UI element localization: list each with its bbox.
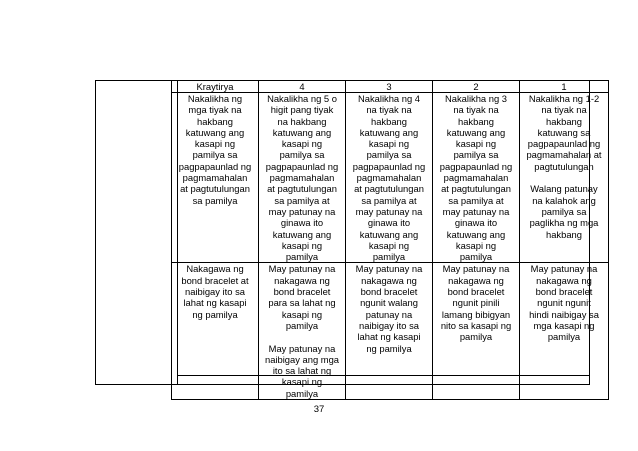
cell-text-line: at pagtutulungan	[354, 183, 424, 195]
cell-text-line: Nakalikha ng 4	[357, 93, 421, 104]
cell-text-line: nito sa kasapi ng	[440, 319, 512, 331]
cell-text-line: kasapi ng	[281, 138, 323, 150]
cell-text-line: pamilya sa	[192, 149, 238, 161]
cell-text-line: hakbang	[546, 115, 582, 127]
cell-text-line: hakbang	[546, 228, 582, 240]
cell-text-line: pagpapaunlad ng	[265, 160, 339, 172]
cell-text-line: hakbang	[197, 115, 233, 127]
cell-text-line: may patunay na	[355, 205, 423, 217]
cell-text-line: May patunay na	[268, 263, 336, 275]
cell-text-line: pagmamahalan	[182, 172, 248, 184]
cell-text-line: katuwang ang	[185, 126, 245, 138]
cell-text-line: lahat ng kasapi	[183, 297, 247, 309]
cell-text-line: May patunay na	[268, 342, 336, 354]
header-score-4: 4	[259, 81, 346, 93]
cell-text-line: pagpapaunlad ng	[439, 160, 513, 172]
cell-text-line: ginawa ito	[280, 217, 324, 229]
cell-text-line: ng pamilya	[192, 308, 238, 320]
cell-text-line: katuwang sa	[537, 126, 591, 138]
cell-text-line: pagmamahalan	[356, 172, 422, 184]
cell-text-line: kasapi ng	[455, 138, 497, 150]
cell-text-line: ginawa ito	[367, 217, 411, 229]
cell-text-line: kasapi ng	[368, 138, 410, 150]
cell-text-line: kasapi ng	[194, 138, 236, 150]
cell-text-line: pamilya sa	[541, 205, 587, 217]
cell-text-line: naibigay ito sa	[359, 319, 419, 331]
cell-text-line: lahat ng kasapi	[357, 331, 421, 343]
cell-text-line: Nakalikha ng 5 o	[267, 93, 337, 104]
cell-text-line: sa pamilya at	[361, 194, 417, 206]
cell-text-line: katuwang ang	[272, 228, 332, 240]
cell-text-line: pamilya	[285, 251, 319, 263]
header-score-3: 3	[346, 81, 433, 93]
cell-text-line: hakbang	[371, 115, 407, 127]
cell-text-line: bond bracelet	[447, 286, 505, 298]
rubric-row	[172, 263, 609, 400]
rubric-cell-kraytirya	[172, 263, 259, 400]
cell-text-line: kasapi ng	[281, 308, 323, 320]
rubric-cell-kraytirya	[172, 93, 259, 263]
cell-text-line: May patunay na	[442, 263, 510, 275]
cell-spacer	[521, 172, 607, 183]
cell-text-line: naibigay ang mga	[264, 353, 339, 365]
cell-text-line: katuwang ang	[446, 126, 506, 138]
cell-text-line: pagtutulungan	[534, 160, 594, 172]
cell-text-line: sa pamilya at	[448, 194, 504, 206]
cell-text-line: Nakalikha ng	[187, 93, 243, 104]
cell-text-line: mga tiyak na	[188, 104, 242, 116]
rubric-table	[171, 80, 609, 400]
rubric-cell-score-4	[259, 263, 346, 400]
cell-text-line: bond bracelet	[535, 286, 593, 298]
cell-text-line: bond bracelet	[360, 286, 418, 298]
cell-text-line: pagmamahalan	[443, 172, 509, 184]
cell-text-line: at pagtutulungan	[441, 183, 511, 195]
cell-text-line: katuwang ang	[359, 228, 419, 240]
cell-text-line: kasapi ng	[281, 376, 323, 388]
cell-text-line: patunay na	[365, 308, 413, 320]
cell-text-line: Walang patunay	[530, 183, 598, 195]
cell-text-line: pamilya	[372, 251, 406, 263]
cell-text-line: pagpapaunlad ng	[178, 160, 252, 172]
cell-text-line: pamilya	[459, 331, 493, 343]
cell-text-line: ngunit ngunit	[537, 297, 591, 309]
cell-text-line: pamilya	[459, 251, 493, 263]
cell-text-line: at pagtutulungan	[267, 183, 337, 195]
cell-text-line: Nakagawa ng	[186, 263, 244, 275]
rubric-cell-score-4	[259, 93, 346, 263]
cell-text-line: pamilya sa	[366, 149, 412, 161]
cell-text-line: bond bracelet at	[181, 274, 249, 286]
cell-text-line: ngunit walang	[360, 297, 418, 309]
cell-text-line: sa pamilya	[192, 194, 238, 206]
cell-text-line: May patunay na	[530, 263, 598, 275]
cell-text-line: hindi naibigay sa	[529, 308, 599, 320]
cell-text-line: pagmamahalan	[269, 172, 335, 184]
header-score-1: 1	[520, 81, 609, 93]
cell-text-line: para sa lahat ng	[268, 297, 336, 309]
cell-text-line: sa pamilya at	[274, 194, 330, 206]
cell-text-line: Nakalikha ng 3	[444, 93, 508, 104]
cell-text-line: kasapi ng	[455, 239, 497, 251]
cell-text-line: pamilya	[547, 331, 581, 343]
header-kraytirya: Kraytirya	[172, 81, 259, 93]
cell-text-line: pamilya	[285, 387, 319, 399]
cell-text-line: bond bracelet	[273, 286, 331, 298]
cell-text-line: na kalahok ang	[532, 194, 596, 206]
cell-text-line: lamang bibigyan	[441, 308, 511, 320]
cell-text-line: mga kasapi ng	[533, 319, 595, 331]
cell-text-line: ngunit pinili	[452, 297, 500, 309]
cell-text-line: ito sa lahat ng	[272, 365, 332, 377]
cell-text-line: kasapi ng	[368, 239, 410, 251]
rubric-cell-score-2	[433, 263, 520, 400]
cell-text-line: kasapi ng	[281, 239, 323, 251]
cell-text-line: Nakalikha ng 1-2	[528, 93, 600, 104]
cell-text-line: naibigay ito sa	[185, 286, 245, 298]
cell-text-line: nakagawa ng	[274, 274, 330, 286]
cell-text-line: pamilya sa	[279, 149, 325, 161]
cell-text-line: katuwang ang	[272, 126, 332, 138]
cell-text-line: at pagtutulungan	[180, 183, 250, 195]
cell-text-line: ginawa ito	[454, 217, 498, 229]
page-number: 37	[313, 404, 325, 415]
rubric-header-row	[172, 81, 609, 93]
cell-text-line: nakagawa ng	[536, 274, 592, 286]
cell-spacer	[260, 331, 344, 342]
cell-text-line: pagpapaunlad ng	[527, 138, 601, 150]
cell-text-line: may patunay na	[442, 205, 510, 217]
cell-text-line: may patunay na	[268, 205, 336, 217]
rubric-cell-score-3	[346, 93, 433, 263]
cell-text-line: pagmamahalan at	[526, 149, 602, 161]
cell-text-line: pamilya	[285, 319, 319, 331]
cell-text-line: katuwang ang	[446, 228, 506, 240]
cell-text-line: na tiyak na	[453, 104, 499, 116]
cell-text-line: na hakbang	[277, 115, 327, 127]
cell-text-line: na tiyak na	[541, 104, 587, 116]
cell-text-line: nakagawa ng	[361, 274, 417, 286]
rubric-row	[172, 93, 609, 263]
rubric-cell-score-2	[433, 93, 520, 263]
cell-text-line: na tiyak na	[366, 104, 412, 116]
rubric-cell-score-3	[346, 263, 433, 400]
cell-text-line: higit pang tiyak	[270, 104, 334, 116]
cell-text-line: ng pamilya	[366, 342, 412, 354]
cell-text-line: pamilya sa	[453, 149, 499, 161]
rubric-cell-score-1	[520, 263, 609, 400]
cell-text-line: nakagawa ng	[448, 274, 504, 286]
cell-text-line: pagpapaunlad ng	[352, 160, 426, 172]
cell-text-line: katuwang ang	[359, 126, 419, 138]
rubric-cell-score-1	[520, 93, 609, 263]
cell-text-line: May patunay na	[355, 263, 423, 275]
cell-text-line: paglikha ng mga	[529, 217, 599, 229]
cell-text-line: hakbang	[458, 115, 494, 127]
header-score-2: 2	[433, 81, 520, 93]
